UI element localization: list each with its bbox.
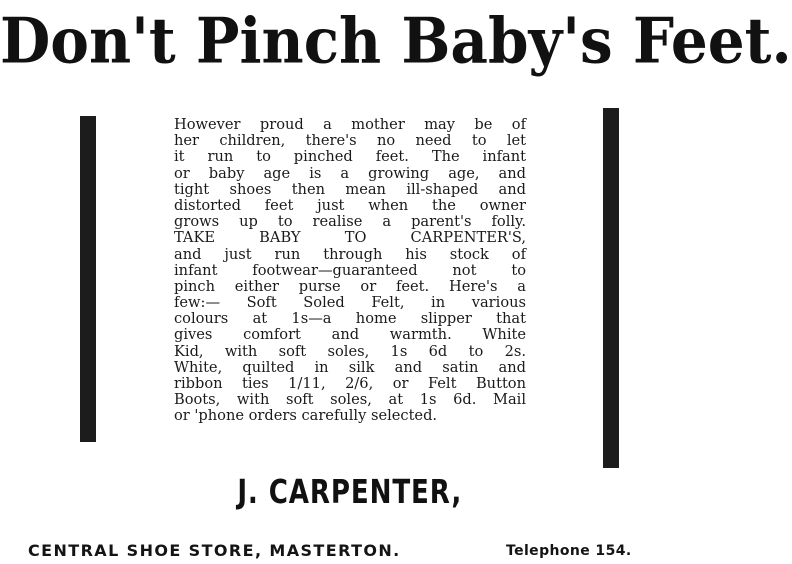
left-decorative-rule — [80, 116, 96, 442]
signature — [0, 470, 700, 514]
body-line: pinch either purse or feet. Here's a — [174, 277, 526, 295]
body-line: infant footwear—guaranteed not to — [174, 261, 526, 279]
right-decorative-rule — [603, 108, 619, 468]
body-line: Boots, with soft soles, at 1s 6d. Mail — [174, 391, 526, 409]
body-line: tight shoes then mean ill-shaped and — [174, 180, 526, 198]
body-line: colours at 1s—a home slipper that — [174, 310, 526, 328]
body-line: Kid, with soft soles, 1s 6d to 2s. — [174, 342, 526, 360]
headline: Don't Pinch Baby's Feet. — [0, 4, 792, 78]
body-line: White, quilted in silk and satin and — [174, 358, 526, 376]
body-line: gives comfort and warmth. White — [174, 326, 526, 344]
body-line: few:— Soft Soled Felt, in various — [174, 294, 526, 312]
body-line: her children, there's no need to let — [174, 132, 526, 150]
store-address: CENTRAL SHOE STORE, MASTERTON. — [28, 541, 401, 560]
body-copy — [174, 117, 526, 425]
body-line: or 'phone orders carefully selected. — [174, 407, 438, 425]
body-line: ribbon ties 1/11, 2/6, or Felt Button — [174, 375, 526, 392]
body-line: TAKE BABY TO CARPENTER'S, — [174, 229, 526, 247]
body-line: distorted feet just when the owner — [174, 196, 526, 214]
body-line: and just run through his stock of — [174, 245, 526, 263]
body-line: grows up to realise a parent's folly. — [174, 213, 526, 231]
signature-text: J. CARPENTER, — [237, 472, 463, 511]
body-line: it run to pinched feet. The infant — [174, 148, 526, 166]
telephone-number: Telephone 154. — [506, 543, 632, 559]
body-line: However proud a mother may be of — [174, 116, 526, 133]
footer — [28, 540, 668, 562]
body-line: or baby age is a growing age, and — [174, 164, 526, 182]
